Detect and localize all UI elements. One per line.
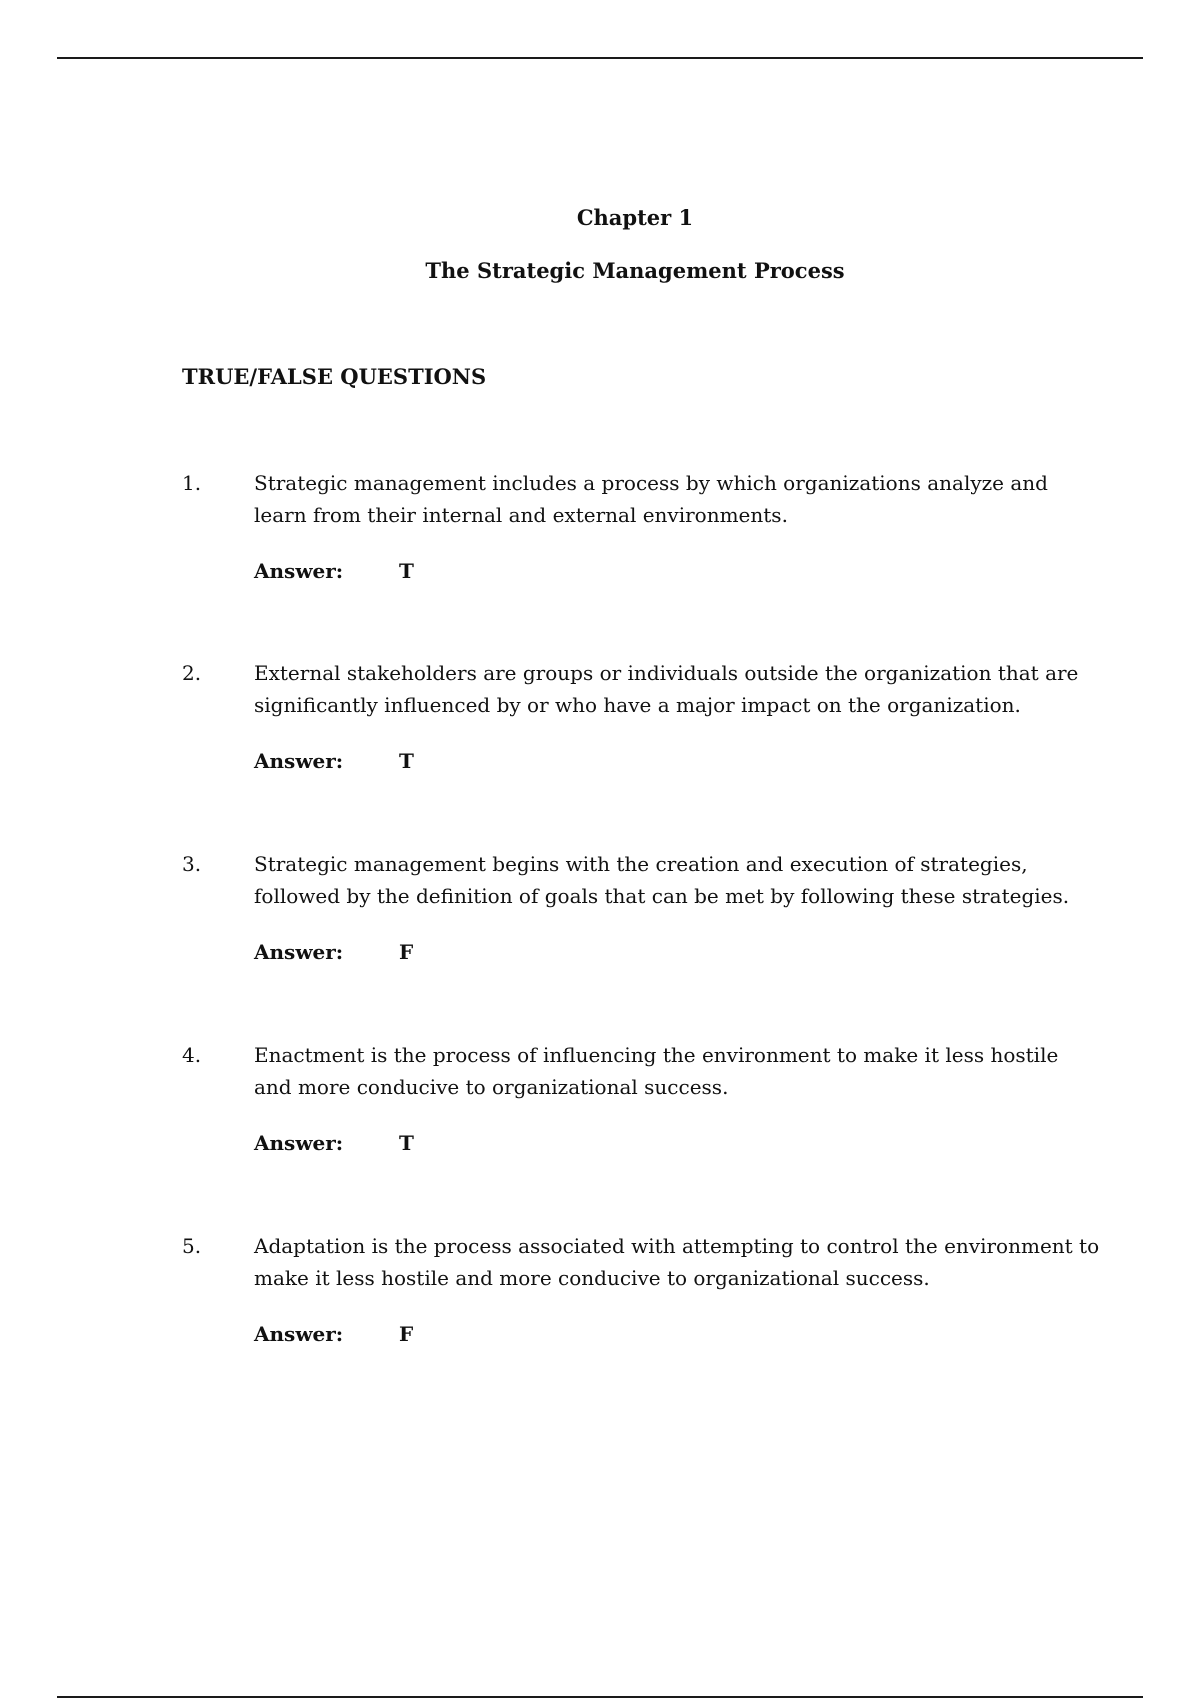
top-rule xyxy=(57,57,1143,59)
question-number: 4. xyxy=(182,1043,202,1067)
bottom-rule xyxy=(57,1696,1143,1698)
answer-value: F xyxy=(399,1322,414,1346)
answer-row xyxy=(254,1318,413,1350)
section-heading: TRUE/FALSE QUESTIONS xyxy=(182,364,487,389)
answer-label: Answer: xyxy=(254,749,344,773)
answer-label: Answer: xyxy=(254,1131,344,1155)
answer-value: T xyxy=(399,559,414,583)
question-number: 5. xyxy=(182,1234,202,1258)
question-text: Enactment is the process of influencing the environment to make it less hostile and more conducive to organizational success. xyxy=(254,1043,1059,1099)
answer-row xyxy=(254,936,413,968)
answer-value: T xyxy=(399,749,414,773)
question-text: Adaptation is the process associated with attempting to control the environment to make it less hostile and more conducive to organizational success. xyxy=(254,1234,1100,1290)
question-text: Strategic management includes a process by which organizations analyze and learn from their internal and external environments. xyxy=(254,471,1048,527)
question-number: 3. xyxy=(182,852,202,876)
answer-value: T xyxy=(399,1131,414,1155)
answer-row xyxy=(254,745,414,777)
answer-row xyxy=(254,1127,414,1159)
question-number: 1. xyxy=(182,471,202,495)
answer-value: F xyxy=(399,940,414,964)
answer-label: Answer: xyxy=(254,559,344,583)
question-text: External stakeholders are groups or individuals outside the organization that are significantly influenced by or who have a major impact on the organization. xyxy=(254,661,1079,717)
answer-row xyxy=(254,555,414,587)
question-text: Strategic management begins with the creation and execution of strategies, followed by the definition of goals that can be met by following these strategies. xyxy=(254,852,1070,908)
answer-label: Answer: xyxy=(254,1322,344,1346)
chapter-title: The Strategic Management Process xyxy=(425,258,845,283)
answer-label: Answer: xyxy=(254,940,344,964)
question-number: 2. xyxy=(182,661,202,685)
chapter-heading: Chapter 1 xyxy=(576,205,694,230)
